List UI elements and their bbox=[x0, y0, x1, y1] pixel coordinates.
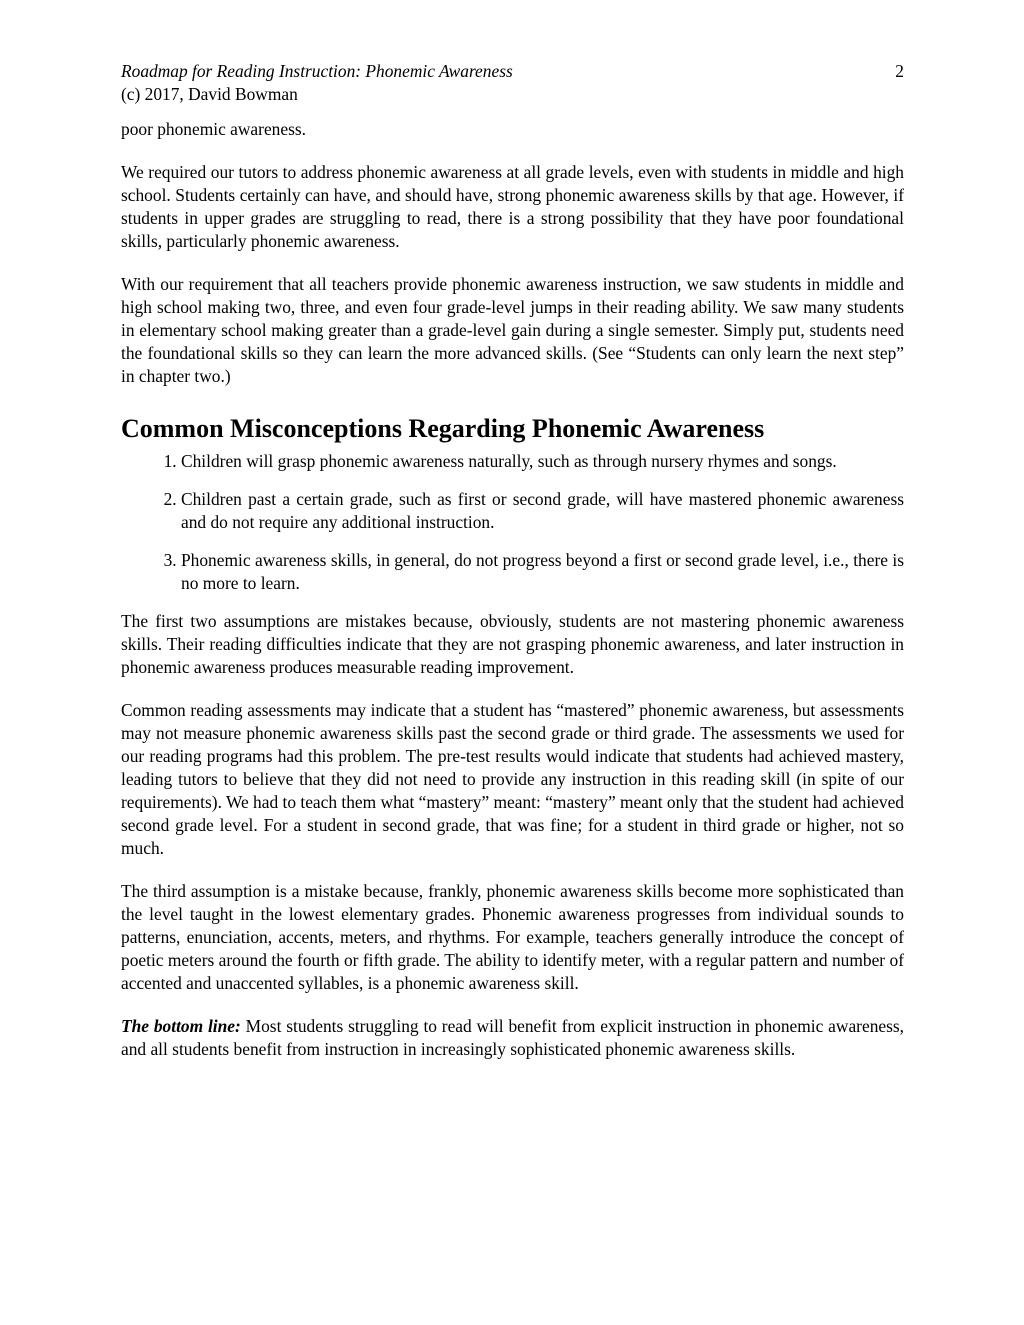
misconceptions-list bbox=[121, 450, 904, 595]
list-item: 2. Children past a certain grade, such as first or second grade, will have mastered phonemic awareness and do not require any additional instruction. bbox=[181, 488, 904, 534]
section-heading: Common Misconceptions Regarding Phonemic Awareness bbox=[121, 414, 765, 443]
running-header bbox=[121, 60, 904, 83]
header-copyright: (c) 2017, David Bowman bbox=[121, 84, 298, 104]
paragraph-results: With our requirement that all teachers provide phonemic awareness instruction, we saw students in middle and high school making two, three, and even four grade-level jumps in their reading ability. We saw many students in elementary school making greater than a grade-level gain during a single semester. Simply put, students need the foundational skills so they can learn the more advanced skills. (See “Students can only learn the next step” in chapter two.) bbox=[121, 274, 904, 386]
page-number: 2 bbox=[895, 61, 904, 81]
paragraph-first-two-assumptions: The first two assumptions are mistakes because, obviously, students are not mastering phonemic awareness skills. Their reading difficulties indicate that they are not grasping phonemic awareness, and later instruction in phonemic awareness produces measurable reading improvement. bbox=[121, 611, 904, 677]
paragraph-assessments: Common reading assessments may indicate that a student has “mastered” phonemic awareness, but assessments may not measure phonemic awareness skills past the second grade or third grade. The assessments we used for our reading programs had this problem. The pre-test results would indicate that students had achieved mastery, leading tutors to believe that they did not need to provide any instruction in this reading skill (in spite of our requirements). We had to teach them what “mastery” meant: “mastery” meant only that the student had achieved second grade level. For a student in second grade, that was fine; for a student in third grade or higher, not so much. bbox=[121, 700, 904, 858]
list-item: 1. Children will grasp phonemic awareness naturally, such as through nursery rhymes and songs. bbox=[181, 450, 904, 473]
header-title: Roadmap for Reading Instruction: Phonemic Awareness bbox=[121, 61, 513, 81]
paragraph-tutors-requirement: We required our tutors to address phonemic awareness at all grade levels, even with students in middle and high school. Students certainly can have, and should have, strong phonemic awareness skills by that age. However, if students in upper grades are struggling to read, there is a strong possibility that they have poor foundational skills, particularly phonemic awareness. bbox=[121, 162, 904, 251]
paragraph-continuation: poor phonemic awareness. bbox=[121, 119, 306, 139]
document-page bbox=[121, 60, 904, 1081]
bottom-line-label: The bottom line: bbox=[121, 1016, 241, 1036]
paragraph-third-assumption: The third assumption is a mistake because, frankly, phonemic awareness skills become more sophisticated than the level taught in the lowest elementary grades. Phonemic awareness progresses from individual sounds to patterns, enunciation, accents, meters, and rhythms. For example, teachers generally introduce the concept of poetic meters around the fourth or fifth grade. The ability to identify meter, with a regular pattern and number of accented and unaccented syllables, is a phonemic awareness skill. bbox=[121, 881, 904, 993]
list-item: 3. Phonemic awareness skills, in general, do not progress beyond a first or second grade level, i.e., there is no more to learn. bbox=[181, 549, 904, 595]
paragraph-bottom-line bbox=[121, 1015, 904, 1061]
bottom-line-text: Most students struggling to read will benefit from explicit instruction in phonemic awareness, and all students benefit from instruction in increasingly sophisticated phonemic awareness skills. bbox=[121, 1016, 904, 1059]
